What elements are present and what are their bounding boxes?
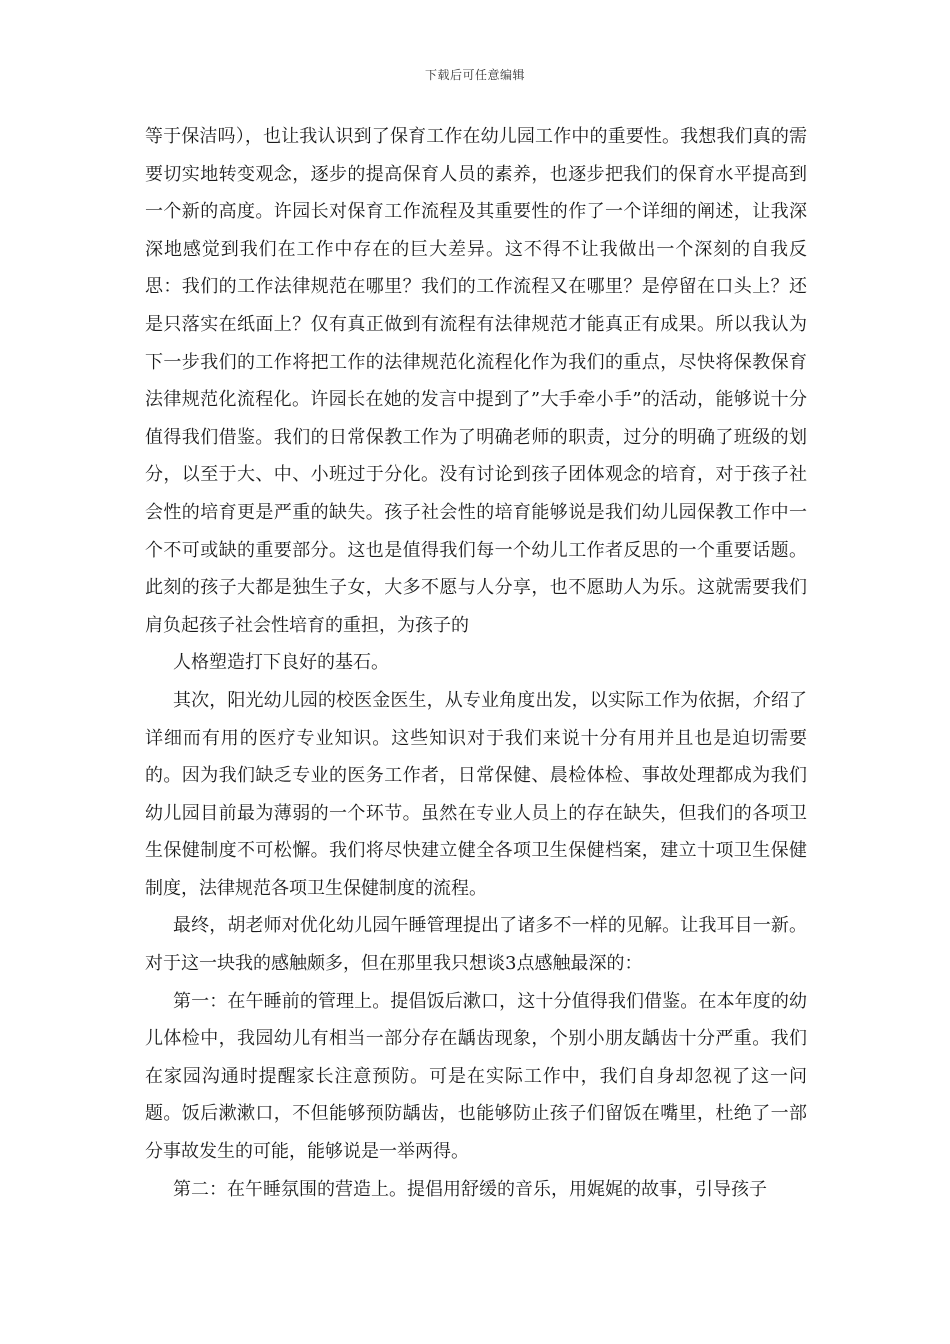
page-header: 下载后可任意编辑 xyxy=(424,68,525,82)
paragraph: 第二：在午睡氛围的营造上。提倡用舒缓的音乐，用娓娓的故事，引导孩子 xyxy=(173,1178,767,1200)
paragraph: 等于保洁吗），也让我认识到了保育工作在幼儿园工作中的重要性。我想我们真的需要切实地转变观念，逐步的提高保育人员的素养，也逐步把我们的保育水平提高到一个新的高度。许园长对保育工作流程及其重要性的作了一个详细的阐述，让我深深地感觉到我们在工作中存在的巨大差异。这不得不让我做出一个深刻的自我反思：我们的工作法律规范在哪里？我们的工作流程又在哪里？是停留在口头上？还是只落实在纸面上？仅有真正做到有流程有法律规范才能真正有成果。所以我认为下一步我们的工作将把工作的法律规范化流程化作为我们的重点，尽快将保教保育法律规范化流程化。许园长在她的发言中提到了”大手牵小手”的活动，能够说十分值得我们借鉴。我们的日常保教工作为了明确老师的职责，过分的明确了班级的划分，以至于大、中、小班过于分化。没有讨论到孩子团体观念的培育，对于孩子社会性的培育更是严重的缺失。孩子社会性的培育能够说是我们幼儿园保教工作中一个不可或缺的重要部分。这也是值得我们每一个幼儿工作者反思的一个重要话题。此刻的孩子大都是独生子女，大多不愿与人分享，也不愿助人为乐。这就需要我们肩负起孩子社会性培育的重担，为孩子的 xyxy=(145,126,807,636)
paragraph: 其次，阳光幼儿园的校医金医生，从专业角度出发，以实际工作为依据，介绍了详细而有用的医疗专业知识。这些知识对于我们来说十分有用并且也是迫切需要的。因为我们缺乏专业的医务工作者，日常保健、晨检体检、事故处理都成为我们幼儿园目前最为薄弱的一个环节。虽然在专业人员上的存在缺失，但我们的各项卫生保健制度不可松懈。我们将尽快建立健全各项卫生保健档案，建立十项卫生保健制度，法律规范各项卫生保健制度的流程。 xyxy=(145,689,807,899)
paragraph: 第一：在午睡前的管理上。提倡饭后漱口，这十分值得我们借鉴。在本年度的幼儿体检中，我园幼儿有相当一部分存在龋齿现象，个别小朋友龋齿十分严重。我们在家园沟通时提醒家长注意预防。可是在实际工作中，我们自身却忽视了这一问题。饭后漱漱口，不但能够预防龋齿，也能够防止孩子们留饭在嘴里，杜绝了一部分事故发生的可能，能够说是一举两得。 xyxy=(145,990,807,1163)
paragraph: 最终，胡老师对优化幼儿园午睡管理提出了诸多不一样的见解。让我耳目一新。对于这一块我的感触颇多，但在那里我只想谈3点感触最深的： xyxy=(145,915,807,975)
document-body xyxy=(145,118,807,1208)
paragraph: 人格塑造打下良好的基石。 xyxy=(173,652,389,674)
